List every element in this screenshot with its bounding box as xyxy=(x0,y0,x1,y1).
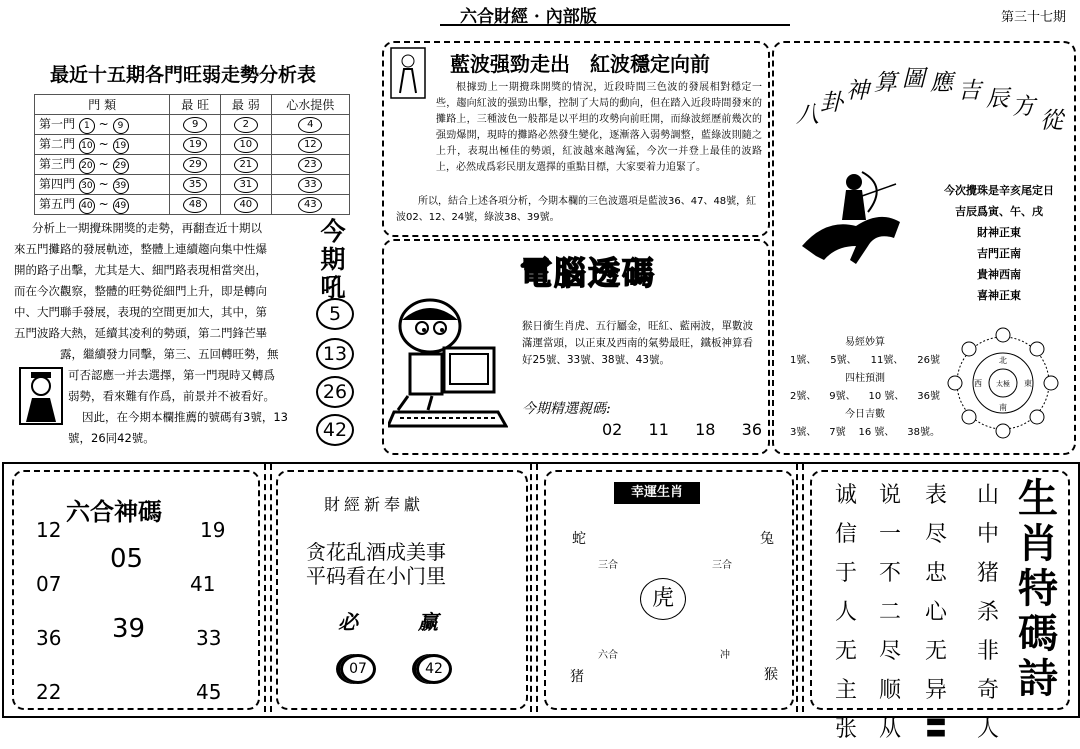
poem-col: 表 尽 忠 心 无 异 〓 xyxy=(924,483,947,742)
scholar-figure-icon xyxy=(18,366,64,426)
liuhe-number: 45 xyxy=(196,680,222,704)
select-numbers xyxy=(602,420,762,439)
lucky-title: 幸運生肖 xyxy=(614,482,700,504)
bagua-title: 八 卦 神 算 圖 應 吉 辰 方 從 xyxy=(796,66,1063,134)
horseman-archer-icon xyxy=(796,160,908,270)
col-header: 心水提供 xyxy=(271,95,349,115)
wave-headline: 藍波强勁走出 紅波穩定向前 xyxy=(450,52,710,76)
range-start: 40 xyxy=(79,198,95,214)
compass-north: 北 xyxy=(999,356,1007,365)
bagua-compass xyxy=(944,326,1062,440)
tip-value: 12 xyxy=(298,137,322,153)
divider xyxy=(264,464,272,712)
shout-label: 今期吼 xyxy=(320,217,346,302)
bagua-line: 財神正東 xyxy=(977,226,1021,239)
zodiac-monkey: 猴 xyxy=(764,667,778,683)
liuhe-number: 36 xyxy=(36,626,62,650)
compass-west: 西 xyxy=(974,379,982,388)
liuhe-number: 22 xyxy=(36,680,62,704)
para-line: 弱勢，看來難有作爲，前景并不被看好。 xyxy=(68,389,275,403)
best-value: 48 xyxy=(183,197,207,213)
liuhe-number: 12 xyxy=(36,518,62,542)
bagua-line: 吉門正南 xyxy=(977,247,1021,260)
divider xyxy=(796,464,804,712)
masthead-title: 六合財經 · 內部版 xyxy=(460,7,597,27)
liuhe-number: 41 xyxy=(190,572,216,596)
weak-value: 31 xyxy=(234,177,258,193)
range-start: 30 xyxy=(79,178,95,194)
zodiac-snake: 蛇 xyxy=(572,531,586,547)
bagua-lines xyxy=(924,180,1074,306)
para-line: 開的路子出擊，尤其是大、細門路表現相當突出， xyxy=(14,263,267,277)
table-row: 第四門 30 ~ 39 35 31 33 xyxy=(35,175,350,195)
row-name: 第三門 xyxy=(39,157,76,171)
para-line: 來五門攤路的發展軌迹，整體上連續趨向集中性爆 xyxy=(14,242,267,256)
para-line: 可否認應一并去選擇，第一門現時又轉爲 xyxy=(68,368,275,382)
select-number: 36 xyxy=(741,420,762,439)
tip-value: 33 xyxy=(298,177,322,193)
liuhe-number: 33 xyxy=(196,626,222,650)
range-start: 1 xyxy=(79,118,95,134)
weak-value: 10 xyxy=(234,137,258,153)
computer-text: 猴日衝生肖虎、五行屬金，旺紅、藍兩波，單數波滿運當頭，以正東及西南的氣勢最旺，鐵板神算看好25號、33號、38號、43號。 xyxy=(522,320,753,366)
col-header: 門 類 xyxy=(35,95,170,115)
analysis-title: 最近十五期各門旺弱走勢分析表 xyxy=(50,64,317,86)
wave-summary: 所以，結合上述各項分析，今期本欄的三色波選項是藍波36、47、48號，紅波02、12、24號，綠波38、39號。 xyxy=(396,196,757,223)
best-value: 29 xyxy=(183,157,207,173)
select-number: 11 xyxy=(648,420,669,439)
wave-text: 根據勁上一期攪珠開獎的情況，近段時間三色波的發展相對穩定一些，趨向紅波的强勁出擊，控制了大局的動向，但在踏入近段時間發來的攤路上，三種波色一般都是以平坦的攻勢向前旺開，而綠波經歷前幾次的强勁爆開，現時的攤路必然發生變化，逐漸落入弱勢調整，藍綠波則隨之上升，表現出極佳的勢頭，紅波越來越洶猛，今次一并登上最佳的波路上，必然成爲彩民朋友選擇的重點目標，大家要着力追緊了。 xyxy=(436,82,762,173)
liuhe-number: 05 xyxy=(110,544,144,574)
masthead xyxy=(440,0,790,26)
cartoon-computer-icon xyxy=(388,292,508,440)
para-line: 中、大門聯手發展，表現的空間更加大，其中，第 xyxy=(14,305,267,319)
poem-title: 生 肖 特 碼 詩 xyxy=(1018,475,1058,702)
row-name: 第四門 xyxy=(39,177,76,191)
range-end: 29 xyxy=(113,158,129,174)
issue-number: 第三十七期 xyxy=(1000,10,1066,25)
poem-col: 诚 信 于 人 无 主 张 xyxy=(834,483,857,742)
row-name: 第一門 xyxy=(39,117,76,131)
analysis-table xyxy=(34,94,350,215)
shout-number: 13 xyxy=(316,338,354,370)
para-line: 五門波路大熱，延續其凌利的勢頭，第二門鋒芒畢 xyxy=(14,326,267,340)
shout-number: 26 xyxy=(316,376,354,408)
para-line: 而在今次觀察，整體的旺勢從細門上升，即是轉向 xyxy=(14,284,267,298)
best-value: 9 xyxy=(183,117,207,133)
tip-value: 43 xyxy=(298,197,322,213)
bagua-line: 喜神正東 xyxy=(977,289,1021,302)
shout-number: 42 xyxy=(316,414,354,446)
table-header-row xyxy=(35,95,350,115)
weak-value: 2 xyxy=(234,117,258,133)
row-name: 第五門 xyxy=(39,197,76,211)
best-value: 35 xyxy=(183,177,207,193)
sanhe-label: 三合 xyxy=(598,560,618,571)
caijing-line: 平码看在小门里 xyxy=(306,564,446,588)
tip-value: 23 xyxy=(298,157,322,173)
range-start: 10 xyxy=(79,138,95,154)
para-line: 號，26同42號。 xyxy=(68,431,155,445)
select-number: 18 xyxy=(695,420,716,439)
select-number: 02 xyxy=(602,420,623,439)
weak-value: 21 xyxy=(234,157,258,173)
divider xyxy=(530,464,538,712)
liuhe-number: 07 xyxy=(36,572,62,596)
range-end: 49 xyxy=(113,198,129,214)
liuhe-label: 六合 xyxy=(598,650,618,661)
para-line: 露，繼續發力同擊，第三、五回轉旺勢，無 xyxy=(60,347,279,361)
poem-col: 说 一 不 二 尽 顺 从 xyxy=(878,483,901,742)
sanhe-label: 三合 xyxy=(712,560,732,571)
bagua-line: 今次攪珠是辛亥尾定日 xyxy=(944,184,1054,197)
table-row: 第五門 40 ~ 49 48 40 43 xyxy=(35,195,350,215)
caijing-number: 42 xyxy=(416,654,452,684)
chong-label: 冲 xyxy=(720,650,730,661)
caijing-poem xyxy=(306,540,446,588)
liuhe-number: 39 xyxy=(112,614,146,644)
row-name: 第二門 xyxy=(39,137,76,151)
para-line: 因此，在今期本欄推薦的號碼有3號，13 xyxy=(82,410,288,424)
bagua-numbers: 易經妙算 1號、 5號、 11號、 26號 四柱預測 2號、 9號、 10 號、 36號 今日吉數 3號、 7號 16 號、 38號。 xyxy=(790,337,940,438)
caijing-line: 贪花乱酒成美事 xyxy=(306,540,446,564)
zodiac-rabbit: 兔 xyxy=(760,531,774,547)
caijing-number: 07 xyxy=(340,654,376,684)
table-row: 第二門 10 ~ 19 19 10 12 xyxy=(35,135,350,155)
bagua-line: 貴神西南 xyxy=(977,268,1021,281)
ying-label: 赢 xyxy=(418,610,438,634)
compass-east: 東 xyxy=(1024,379,1032,388)
col-header: 最 旺 xyxy=(170,95,221,115)
best-value: 19 xyxy=(183,137,207,153)
liuhe-title: 六合神碼 xyxy=(66,498,162,526)
caijing-title: 財經新奉獻 xyxy=(324,495,425,514)
range-end: 39 xyxy=(113,178,129,194)
range-end: 9 xyxy=(113,118,129,134)
range-end: 19 xyxy=(113,138,129,154)
para-line: 分析上一期攪珠開獎的走勢，再翻查近十期以 xyxy=(32,221,262,235)
weak-value: 40 xyxy=(234,197,258,213)
liuhe-number: 19 xyxy=(200,518,226,542)
tip-value: 4 xyxy=(298,117,322,133)
zodiac-tiger-center: 虎 xyxy=(640,578,686,620)
shout-number: 5 xyxy=(316,298,354,330)
table-row: 第三門 20 ~ 29 29 21 23 xyxy=(35,155,350,175)
compass-center: 太極 xyxy=(996,380,1010,388)
select-label: 今期精選親碼: xyxy=(522,401,611,417)
col-header: 最 弱 xyxy=(221,95,272,115)
bi-label: 必 xyxy=(338,610,358,634)
writer-figure-icon xyxy=(390,47,426,99)
bagua-line: 吉辰爲寅、午、戌 xyxy=(955,205,1043,218)
computer-title: 電腦透碼 xyxy=(520,254,657,292)
zodiac-pig: 猪 xyxy=(570,669,584,685)
range-start: 20 xyxy=(79,158,95,174)
poem-col: 山 中 猪 杀 非 奇 人 xyxy=(976,483,999,742)
table-row: 第一門 1 ~ 9 9 2 4 xyxy=(35,115,350,135)
compass-south: 南 xyxy=(999,403,1007,412)
